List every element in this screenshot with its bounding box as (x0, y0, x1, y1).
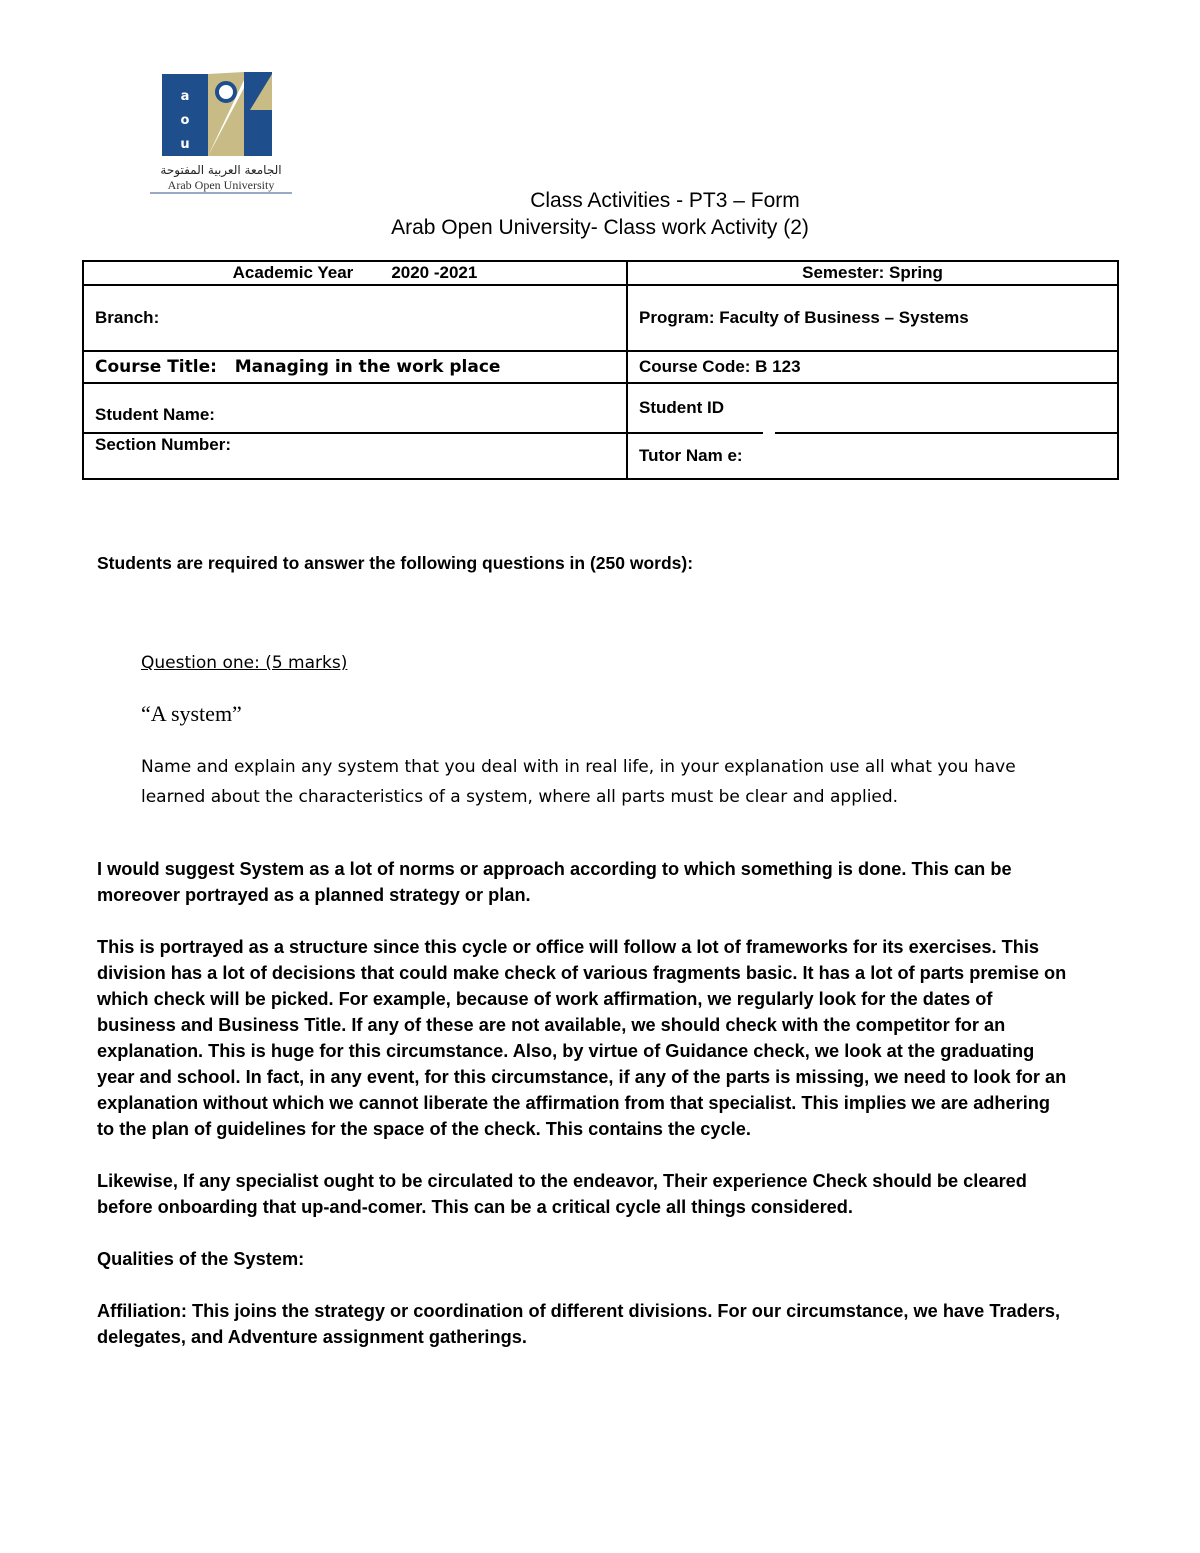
page-title: Class Activities - PT3 – Form (530, 189, 800, 212)
table-row (83, 351, 1118, 383)
logo-arabic-name: الجامعة العربية المفتوحة (160, 163, 282, 177)
academic-year-label: Academic Year (232, 263, 354, 282)
table-row (83, 383, 1118, 479)
page-subtitle: Arab Open University- Class work Activity (2) (391, 216, 809, 239)
answer-paragraph: I would suggest System as a lot of norms or approach according to which something is done. This can be moreover portrayed as a planned strategy or plan. (97, 859, 1012, 905)
answer-body (97, 856, 1072, 1376)
course-code-cell: Course Code: B 123 (627, 351, 1118, 383)
logo-emblem-icon (146, 70, 296, 162)
logo-letter-a: a (180, 89, 190, 104)
answer-paragraph: This is portrayed as a structure since this cycle or office will follow a lot of frameworks for its exercises. This division has a lot of decisions that could make check of various fragments basic. It has a lot of parts premise on which check will be picked. For example, because of work affirmation, we regularly look for the dates of business and Business Title. If any of these are not available, we should check with the competitor for an explanation. This is huge for this circumstance. Also, by virtue of Guidance check, we look at the graduating year and school. In fact, in any event, for this circumstance, if any of the parts is missing, we need to look for an explanation without which we cannot liberate the affirmation from that specialist. This implies we are adhering to the plan of guidelines for the space of the check. This contains the cycle. (97, 937, 1067, 1139)
program-cell: Program: Faculty of Business – Systems (627, 285, 1118, 351)
answer-subheading: Qualities of the System: (97, 1249, 305, 1269)
answer-paragraph: Likewise, If any specialist ought to be circulated to the endeavor, Their experience Check should be cleared before onboarding that up-and-comer. This can be a critical cycle all things considered. (97, 1171, 1027, 1217)
divider (775, 432, 1118, 434)
student-tutor-cell (627, 383, 1118, 479)
table-row (83, 285, 1118, 351)
tutor-name-field[interactable]: Tutor Nam e: (639, 446, 743, 465)
course-title-value: Managing in the work place (234, 357, 501, 377)
branch-field[interactable]: Branch: (83, 285, 627, 351)
semester-cell: Semester: Spring (627, 261, 1118, 285)
academic-year-value: 2020 -2021 (391, 263, 478, 282)
course-title-label: Course Title: (95, 357, 217, 377)
table-row (83, 261, 1118, 285)
question-heading: Question one: (5 marks) (141, 653, 348, 673)
logo-letter-u: u (180, 137, 190, 152)
student-name-field[interactable]: Student Name: (95, 405, 215, 424)
logo-letter-o: o (180, 113, 190, 128)
student-section-cell (83, 383, 627, 479)
university-logo (146, 70, 296, 205)
course-info-table (82, 260, 1119, 480)
section-number-field[interactable]: Section Number: (95, 435, 232, 454)
divider (83, 432, 627, 434)
answer-paragraph: Affiliation: This joins the strategy or coordination of different divisions. For our circumstance, we have Traders, delegates, and Adventure assignment gatherings. (97, 1301, 1061, 1347)
logo-english-name: Arab Open University (150, 178, 292, 194)
academic-year-cell (83, 261, 627, 285)
question-topic: “A system” (141, 701, 242, 726)
course-title-cell (83, 351, 627, 383)
instructions-text: Students are required to answer the following questions in (250 words): (97, 553, 694, 573)
divider (627, 432, 763, 434)
question-prompt: Name and explain any system that you deal with in real life, in your explanation use all what you have learned about the characteristics of a system, where all parts must be clear and applied. (141, 757, 1016, 807)
student-id-field[interactable]: Student ID (639, 398, 724, 417)
